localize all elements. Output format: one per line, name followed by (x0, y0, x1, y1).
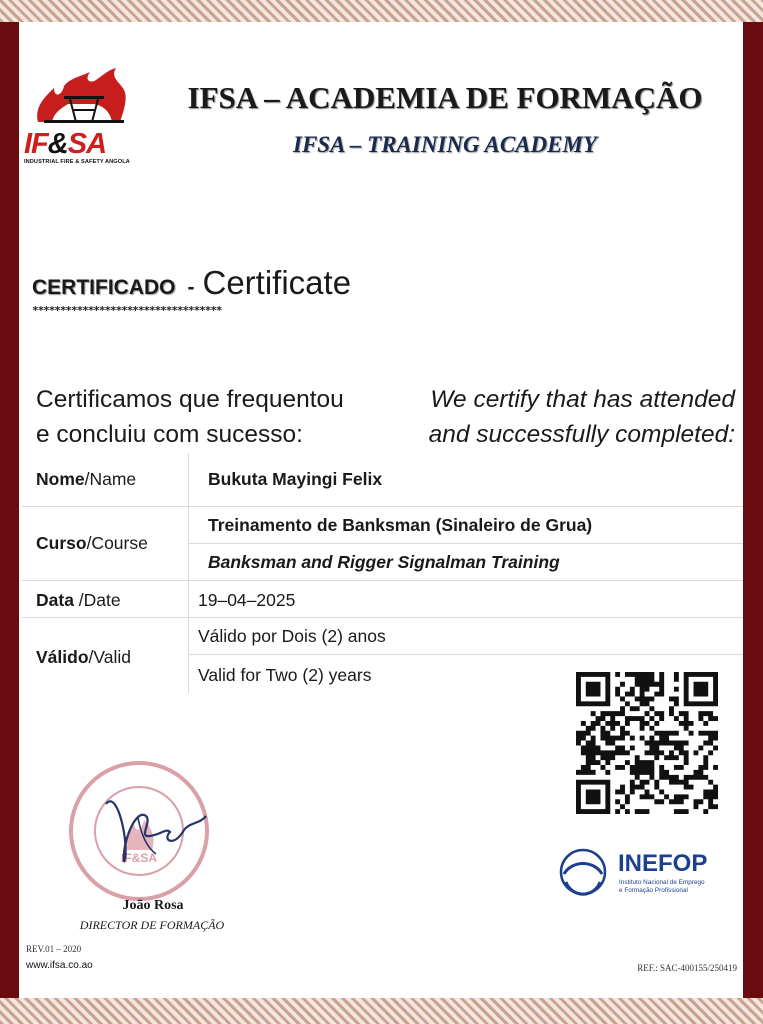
table-row-course-pt (188, 506, 743, 544)
intro-pt-line-1: Certificamos que frequentou (36, 386, 344, 413)
intro-pt-line-2: e concluiu com sucesso: (36, 421, 303, 448)
svg-text:IF&SA: IF&SA (121, 851, 157, 865)
table-row-valid-pt (188, 617, 743, 655)
certificate-separator: - (187, 276, 195, 299)
name-label: Nome/Name (36, 469, 137, 489)
course-label: Curso/Course (36, 533, 148, 553)
intro-en-line-1: We certify that has attended (430, 386, 735, 413)
table-row-date (22, 580, 743, 618)
signatory-role: DIRECTOR DE FORMAÇÃO (79, 918, 225, 932)
table-row-name (22, 453, 743, 507)
right-frame-border (743, 0, 763, 1024)
academy-title: IFSA – ACADEMIA DE FORMAÇÃO (187, 80, 703, 115)
valid-value-pt: Válido por Dois (2) anos (198, 626, 386, 646)
valid-value-en: Valid for Two (2) years (198, 665, 372, 685)
date-label: Data /Date (36, 590, 121, 610)
logo-subtitle: INDUSTRIAL FIRE & SAFETY ANGOLA (24, 159, 130, 165)
intro-english (429, 382, 735, 452)
course-value-en: Banksman and Rigger Signalman Training (208, 552, 560, 572)
intro-en-line-2: and successfully completed: (428, 421, 735, 448)
date-value: 19–04–2025 (198, 590, 296, 610)
inefop-subtitle-line-1: Instituto Nacional de Emprego (619, 879, 705, 886)
course-value-pt: Treinamento de Banksman (Sinaleiro de Grua) (208, 515, 593, 535)
reference-code: REF.: SAC-400155/250419 (637, 963, 737, 973)
academy-subtitle: IFSA – TRAINING ACADEMY (293, 132, 597, 157)
qr-finder-pattern (576, 672, 610, 706)
certificate-label-pt: CERTIFICADO (32, 276, 176, 299)
left-frame-border (0, 0, 19, 1024)
inefop-subtitle-line-2: e Formação Profissional (619, 887, 688, 894)
logo-wordmark: IF&SA (24, 128, 107, 160)
inefop-subtitle (619, 879, 705, 895)
top-decorative-border (0, 0, 763, 22)
revision-code: REV.01 – 2020 (26, 944, 82, 954)
star-underline: ********************************** (32, 304, 222, 317)
website-link[interactable]: www.ifsa.co.ao (26, 960, 93, 971)
intro-portuguese (36, 382, 344, 452)
qr-finder-pattern (576, 780, 610, 814)
certificate-heading (32, 264, 351, 302)
qr-finder-pattern (684, 672, 718, 706)
certificate-label-en: Certificate (202, 264, 352, 301)
inefop-name: INEFOP (618, 850, 708, 877)
training-academy-stamp-icon (66, 758, 212, 904)
name-value: Bukuta Mayingi Felix (208, 469, 383, 489)
valid-label: Válido/Valid (36, 647, 131, 667)
qr-code-icon[interactable] (576, 672, 718, 814)
bottom-decorative-border (0, 998, 763, 1024)
signatory-name: João Rosa (122, 898, 184, 913)
